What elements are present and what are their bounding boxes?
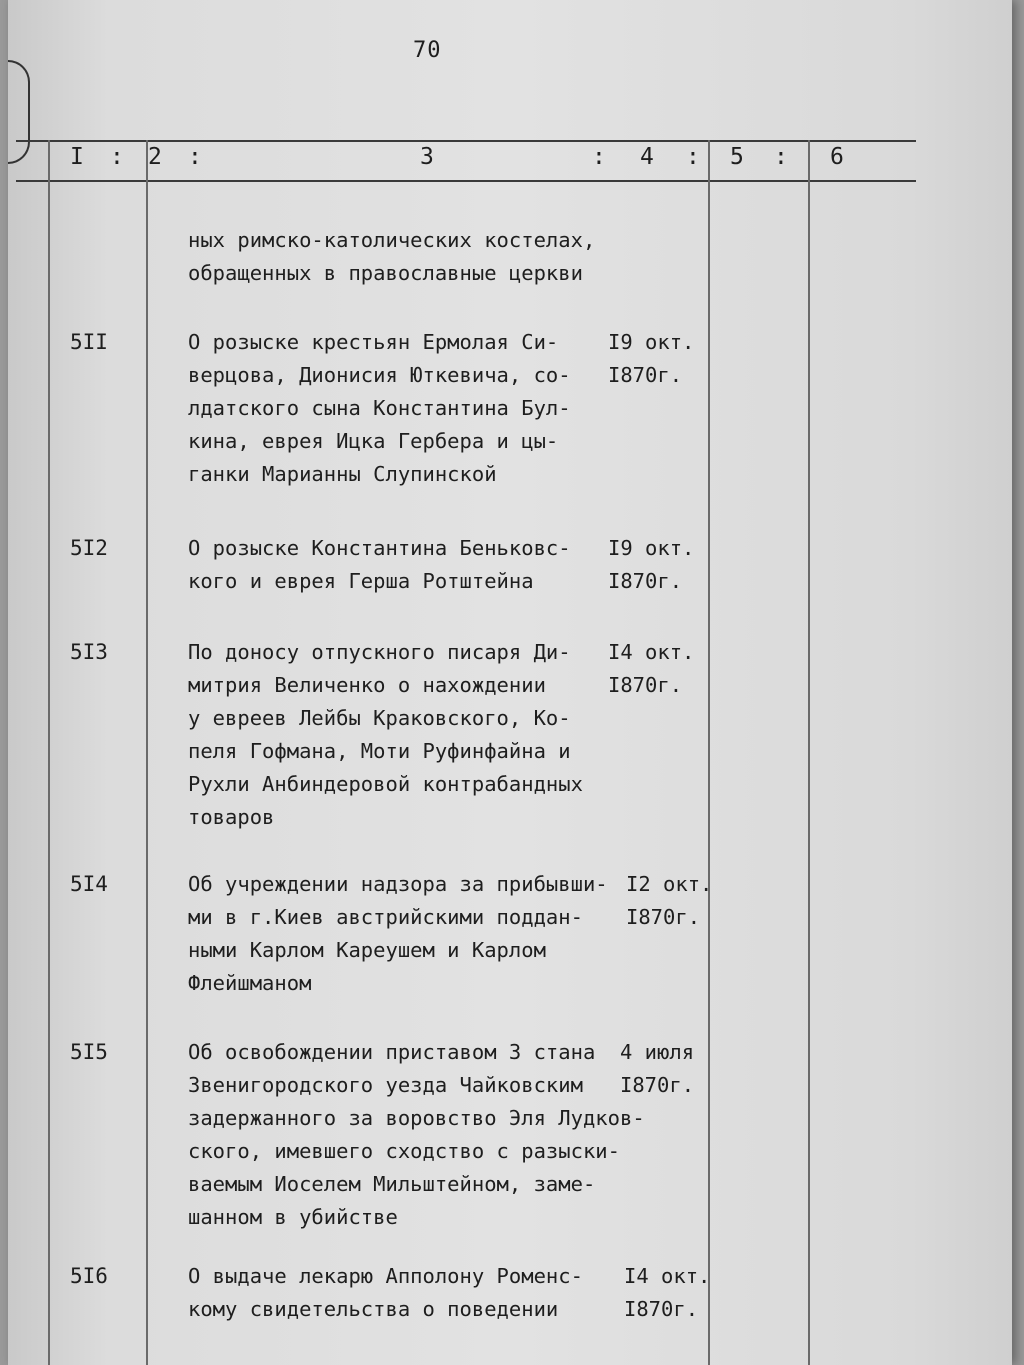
entry-description: О выдаче лекарю Апполону Роменс- кому свидетельства о поведении xyxy=(188,1264,583,1321)
column-divider xyxy=(146,140,148,1365)
page-number: 70 xyxy=(413,38,442,63)
entry-date: I4 окт. I870г. xyxy=(608,640,695,697)
column-separator: : xyxy=(774,144,788,170)
header-top-rule xyxy=(16,140,916,142)
entry-description: Об учреждении надзора за прибывши- ми в г.Киев австрийскими поддан- ными Карлом Кареушем и Карлом Флейшманом xyxy=(188,872,608,995)
column-header-2: 2 xyxy=(148,144,162,170)
column-divider xyxy=(48,140,50,1365)
column-header-3: 3 xyxy=(420,144,434,170)
entry-number: 5I6 xyxy=(70,1264,108,1288)
entry-description: Об освобождении приставом 3 стана Звенигородского уезда Чайковским задержанного за воровство Эля Лудков- ского, имевшего сходство с разыски- ваемым Иоселем Мильштейном, заме- шанном в убийстве xyxy=(188,1040,645,1229)
entry-description: О розыске Константина Беньковс- кого и еврея Герша Ротштейна xyxy=(188,536,571,593)
entry-date: I9 окт. I870г. xyxy=(608,536,695,593)
column-divider xyxy=(708,140,710,1365)
column-header-5: 5 xyxy=(730,144,744,170)
column-separator: : xyxy=(188,144,202,170)
entry-date: I4 окт. I870г. xyxy=(624,1264,711,1321)
entry-number: 5I5 xyxy=(70,1040,108,1064)
entry-date: I2 окт. I870г. xyxy=(626,872,713,929)
entry-number: 5I4 xyxy=(70,872,108,896)
document-page xyxy=(8,0,1012,1365)
column-divider xyxy=(808,140,810,1365)
entry-date: I9 окт. I870г. xyxy=(608,330,695,387)
header-bottom-rule xyxy=(16,180,916,182)
entry-description: ных римско-католических костелах, обращенных в православные церкви xyxy=(188,228,596,285)
entry-number: 5I3 xyxy=(70,640,108,664)
entry-description: О розыске крестьян Ермолая Си- верцова, Дионисия Юткевича, со- лдатского сына Константина Бул- кина, еврея Ицка Гербера и цы- ганки Марианны Слупинской xyxy=(188,330,571,486)
margin-mark xyxy=(8,60,30,164)
entry-description: По доносу отпускного писаря Ди- митрия Величенко о нахождении у евреев Лейбы Краковского, Ко- пеля Гофмана, Моти Руфинфайна и Рухли Анбиндеровой контрабандных товаров xyxy=(188,640,583,829)
column-header-4: 4 xyxy=(640,144,654,170)
entry-number: 5II xyxy=(70,330,108,354)
entry-number: 5I2 xyxy=(70,536,108,560)
entry-date: 4 июля I870г. xyxy=(620,1040,695,1097)
column-header-1: I xyxy=(70,144,84,170)
column-header-6: 6 xyxy=(830,144,844,170)
column-separator: : xyxy=(592,144,606,170)
column-separator: : xyxy=(686,144,700,170)
column-separator: : xyxy=(110,144,124,170)
